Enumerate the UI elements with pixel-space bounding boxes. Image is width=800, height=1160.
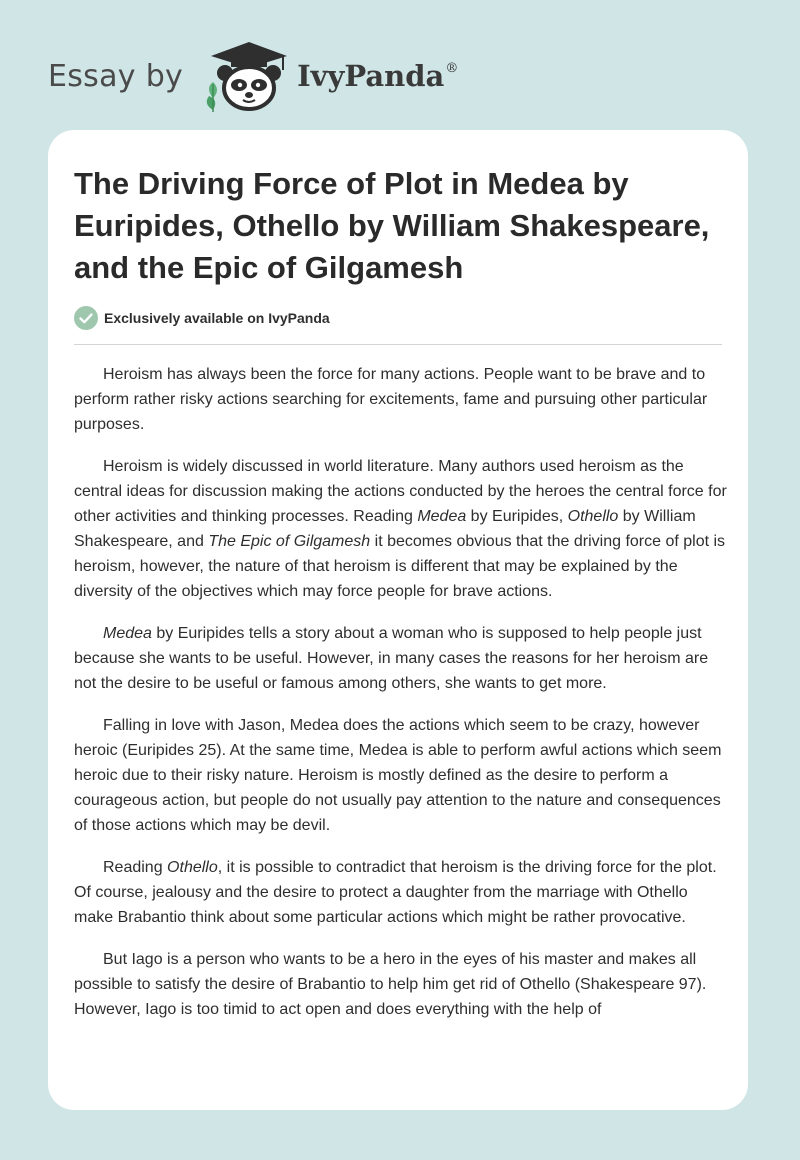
work-title-italic: Medea (103, 625, 152, 642)
essay-paragraph (74, 855, 729, 930)
essay-paragraph (74, 621, 729, 696)
title-divider (74, 344, 722, 345)
ivypanda-brand[interactable] (297, 59, 458, 93)
essay-paragraph (74, 362, 729, 437)
paragraph-text: Heroism is widely discussed in world literature. Many authors used heroism as the central ideas for discussion making the actions conducted by the heroes the central force for other activities and thinking processes. Reading (74, 458, 727, 525)
paragraph-text: Heroism has always been the force for many actions. People want to be brave and to perform rather risky actions searching for excitements, fame and pursuing other particular purposes. (74, 366, 708, 433)
paragraph-text: Reading (103, 859, 168, 876)
work-title-italic: Medea (417, 508, 467, 525)
essay-card (48, 130, 748, 1110)
verified-check-icon (74, 306, 98, 330)
exclusive-badge-label: Exclusively available on IvyPanda (104, 310, 330, 326)
paragraph-text: it becomes obvious that the driving force of plot is heroism, however, the nature of that heroism is different that may be explained by the diversity of the objectives which may force people for brave actions. (74, 533, 726, 600)
work-title-italic: Othello (567, 508, 619, 525)
paragraph-text: by Euripides, (466, 508, 568, 525)
paragraph-text: by Euripides tells a story about a woman who is supposed to help people just because she wants to be useful. However, in many cases the reasons for her heroism are not the desire to be useful or famous among others, she wants to get more. (74, 625, 709, 692)
work-title-italic: The Epic of Gilgamesh (208, 533, 371, 550)
essay-body (74, 362, 729, 1039)
paragraph-text: , it is possible to contradict that heroism is the driving force for the plot. Of course, jealousy and the desire to protect a daughter from the marriage with Othello make Brabantio think about some particular actions which might be rather provocative. (74, 859, 717, 926)
ivypanda-panda-logo-icon[interactable] (199, 40, 289, 112)
trademark-symbol: ® (445, 61, 459, 76)
work-title-italic: Othello (167, 859, 218, 876)
exclusive-badge (74, 306, 330, 330)
essay-by-label: Essay by (48, 58, 184, 94)
site-header (48, 36, 458, 116)
paragraph-text: But Iago is a person who wants to be a hero in the eyes of his master and makes all possible to satisfy the desire of Brabantio to help him get rid of Othello (Shakespeare 97). However, Iago is too timid to act open and does everything with the help of (74, 951, 707, 1018)
essay-paragraph (74, 454, 729, 604)
paragraph-text: by William Shakespeare, and (74, 508, 696, 550)
brand-name: IvyPanda (297, 59, 445, 93)
essay-title: The Driving Force of Plot in Medea by Euripides, Othello by William Shakespeare, and the Epic of Gilgamesh (74, 166, 710, 285)
essay-paragraph (74, 947, 729, 1022)
essay-paragraph (74, 713, 729, 838)
paragraph-text: Falling in love with Jason, Medea does the actions which seem to be crazy, however heroic (Euripides 25). At the same time, Medea is able to perform awful actions which seem heroic due to their risky nature. Heroism is mostly defined as the desire to perform a courageous action, but people do not usually pay attention to the nature and consequences of those actions which may be devil. (74, 717, 722, 834)
